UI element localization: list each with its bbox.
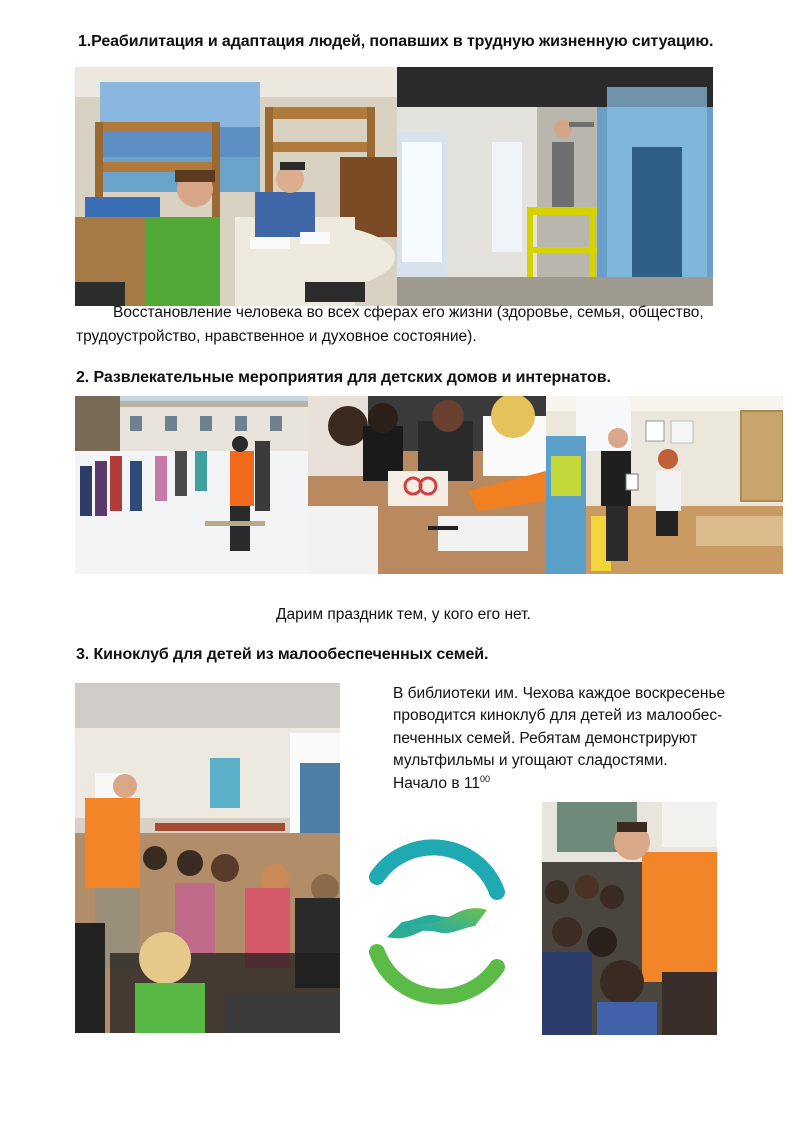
section-3-title: 3. Киноклуб для детей из малообеспеченных семей. [76, 646, 489, 663]
photo-gym-award [546, 396, 783, 574]
photo-renovation [397, 67, 713, 306]
section-2-title: 2. Развлекательные мероприятия для детских домов и интернатов. [76, 369, 611, 386]
photo-dormitory-room [75, 67, 397, 306]
section-2-caption: Дарим праздник тем, у кого его нет. [276, 606, 531, 623]
start-label: Начало в 11 [393, 775, 480, 792]
photo-cinema-hall [75, 683, 340, 1033]
section-1-caption-line1: Восстановление человека во всех сферах его жизни (здоровье, семья, общество, [113, 304, 704, 321]
section-3-start-time [393, 773, 490, 795]
section-3-text-line4: мультфильмы и угощают сладостями. [393, 752, 668, 769]
photo-children-audience [542, 802, 717, 1035]
section-3-text-line2: проводится киноклуб для детей из малообес- [393, 707, 723, 724]
photo-winter-games [75, 396, 308, 574]
helping-hands-logo-icon [347, 832, 527, 1012]
section-1-title: 1.Реабилитация и адаптация людей, попавших в трудную жизненную ситуацию. [78, 33, 714, 50]
section-1-caption-line2: трудоустройство, нравственное и духовное состояние). [76, 328, 477, 345]
section-3-text-line1: В библиотеки им. Чехова каждое воскресенье [393, 685, 726, 702]
photo-kids-drawing [308, 396, 546, 574]
start-time-superscript: 00 [479, 773, 490, 784]
section-3-text-line3: печенных семей. Ребятам демонстрируют [393, 730, 698, 747]
